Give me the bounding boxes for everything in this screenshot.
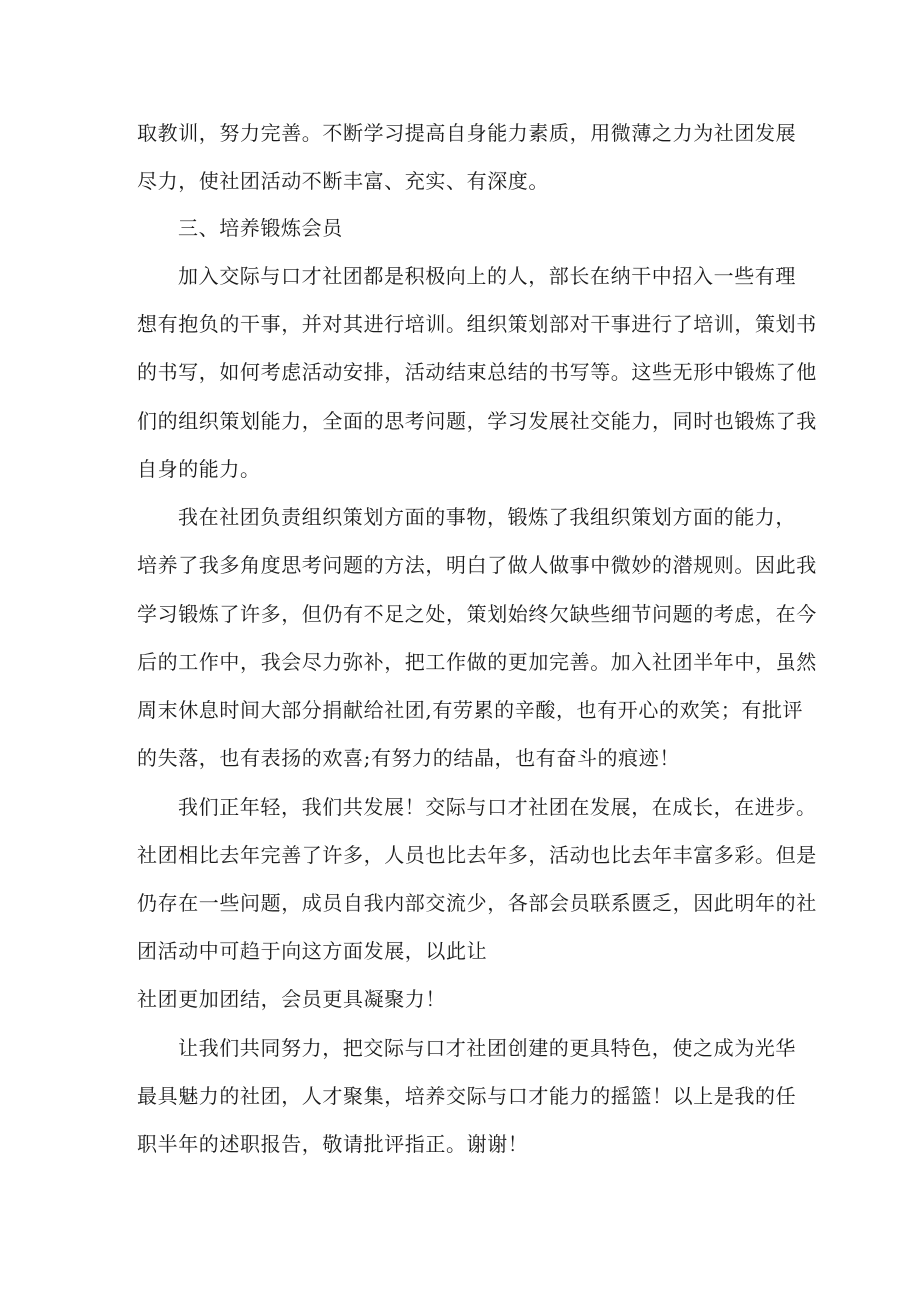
paragraph-line: 想有抱负的干事，并对其进行培训。组织策划部对干事进行了培训，策划书 <box>137 312 817 336</box>
paragraph-line: 们的组织策划能力，全面的思考问题，学习发展社交能力，同时也锻炼了我 <box>137 409 817 433</box>
paragraph-line: 自身的能力。 <box>137 457 261 481</box>
paragraph-line: 尽力，使社团活动不断丰富、充实、有深度。 <box>137 169 549 193</box>
paragraph-line: 的失落，也有表扬的欢喜;有努力的结晶，也有奋斗的痕迹！ <box>137 746 680 770</box>
paragraph-line: 周末休息时间大部分捐献给社团,有劳累的辛酸，也有开心的欢笑；有批评 <box>137 698 804 722</box>
paragraph-line: 社团更加团结，会员更具凝聚力！ <box>137 987 446 1011</box>
paragraph-line: 仍存在一些问题，成员自我内部交流少，各部会员联系匮乏，因此明年的社 <box>137 891 817 915</box>
paragraph-line: 的书写，如何考虑活动安排，活动结束总结的书写等。这些无形中锻炼了他 <box>137 360 817 384</box>
paragraph-line: 取教训，努力完善。不断学习提高自身能力素质，用微薄之力为社团发展 <box>137 121 797 145</box>
paragraph-line: 我在社团负责组织策划方面的事物，锻炼了我组织策划方面的能力， <box>178 505 796 529</box>
paragraph-line: 社团相比去年完善了许多，人员也比去年多，活动也比去年丰富多彩。但是 <box>137 843 817 867</box>
paragraph-line: 团活动中可趋于向这方面发展，以此让 <box>137 939 488 963</box>
paragraph-line: 最具魅力的社团，人才聚集，培养交际与口才能力的摇篮！以上是我的任 <box>137 1084 797 1108</box>
paragraph-line: 加入交际与口才社团都是积极向上的人，部长在纳干中招入一些有理 <box>178 264 796 288</box>
paragraph-line: 我们正年轻，我们共发展！交际与口才社团在发展，在成长，在进步。 <box>178 795 817 819</box>
paragraph-line: 培养了我多角度思考问题的方法，明白了做人做事中微妙的潜规则。因此我 <box>137 553 817 577</box>
paragraph-line: 职半年的述职报告，敬请批评指正。谢谢！ <box>137 1132 529 1156</box>
paragraph-line: 让我们共同努力，把交际与口才社团创建的更具特色，使之成为光华 <box>178 1036 796 1060</box>
paragraph-line: 后的工作中，我会尽力弥补，把工作做的更加完善。加入社团半年中，虽然 <box>137 650 817 674</box>
section-heading: 三、培养锻炼会员 <box>178 216 343 240</box>
paragraph-line: 学习锻炼了许多，但仍有不足之处，策划始终欠缺些细节问题的考虑，在今 <box>137 602 817 626</box>
